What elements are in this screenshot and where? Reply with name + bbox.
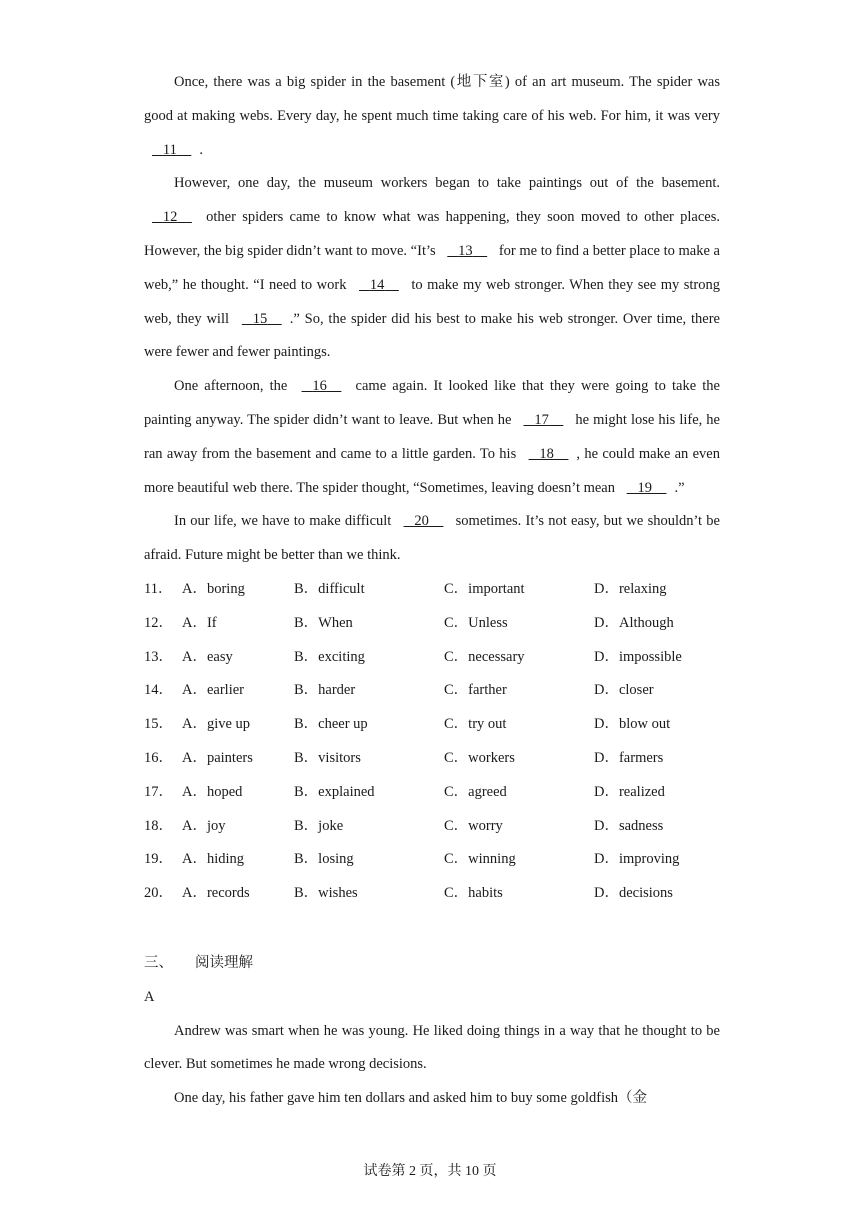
question-number: 14． — [144, 682, 173, 699]
option-b: B．explained — [294, 783, 375, 800]
passage-paragraph — [144, 370, 720, 505]
question-row — [144, 573, 720, 607]
cloze-blank: 18 — [539, 445, 554, 462]
option-c: C．agreed — [444, 783, 507, 800]
option-c: C．try out — [444, 716, 507, 733]
cloze-blank: 14 — [369, 276, 385, 293]
option-c: C．necessary — [444, 648, 525, 665]
reading-paragraph: One day, his father gave him ten dollars and asked him to buy some goldfish（金 — [174, 1090, 648, 1107]
passage-text: One afternoon, the — [174, 378, 294, 395]
option-a: A．records — [182, 885, 250, 902]
question-number: 17． — [144, 783, 173, 800]
passage-text: came again. It looked like that they were going to take the painting anyway. The spider didn’t want to leave. But when he — [144, 378, 720, 428]
cloze-blank: 16 — [312, 378, 327, 395]
passage-text: he might lose his life, he ran away from the basement and came to a little garden. To his — [144, 411, 720, 462]
option-b: B．cheer up — [294, 716, 368, 733]
question-row — [144, 776, 720, 810]
question-number: 19． — [144, 851, 173, 868]
passage-paragraph — [144, 505, 720, 573]
question-number: 18． — [144, 817, 173, 834]
question-number: 13． — [144, 648, 173, 665]
question-row — [144, 708, 720, 742]
cloze-blank: 15 — [252, 310, 268, 327]
cloze-blank: 11 — [162, 141, 177, 158]
option-b: B．joke — [294, 817, 344, 834]
question-row — [144, 843, 720, 877]
question-row — [144, 607, 720, 641]
option-d: D．farmers — [594, 749, 664, 766]
passage-text: In our life, we have to make difficult — [174, 513, 396, 530]
option-a: A．painters — [182, 749, 253, 766]
passage-paragraph — [144, 167, 720, 370]
option-d: D．closer — [594, 682, 654, 699]
option-d: D．realized — [594, 783, 665, 800]
section-heading — [144, 947, 720, 981]
option-a: A．hiding — [182, 851, 245, 868]
question-number: 12． — [144, 614, 173, 631]
cloze-blank: 20 — [414, 513, 429, 530]
option-a: A．easy — [182, 648, 233, 665]
passage-label: A — [144, 988, 155, 1005]
option-b: B．wishes — [294, 885, 358, 902]
option-d: D．relaxing — [594, 580, 667, 597]
section-title: 阅读理解 — [195, 954, 253, 971]
question-number: 15． — [144, 716, 173, 733]
passage-text: to make my web stronger. When they see my strong web, they will — [144, 276, 720, 327]
question-row — [144, 810, 720, 844]
passage-text: other spiders came to know what was happening, they soon moved to other places. However, the big spider didn’t want to move. “It’s — [144, 209, 720, 259]
passage-text: sometimes. It’s not easy, but we shouldn’t be afraid. Future might be better than we think. — [144, 513, 720, 564]
option-b: B．losing — [294, 851, 354, 868]
cloze-blank: 19 — [637, 479, 652, 496]
passage-text: However, one day, the museum workers began to take paintings out of the basement. — [174, 175, 720, 192]
option-a: A．give up — [182, 716, 251, 733]
option-a: A．joy — [182, 817, 226, 834]
option-d: D．Although — [594, 614, 674, 631]
page-footer: 试卷第 2 页，共 10 页 — [363, 1164, 497, 1179]
exam-page — [144, 66, 720, 1116]
option-a: A．hoped — [182, 783, 243, 800]
passage-text: Once, there was a big spider in the basement (地下室) of an art museum. The spider was good at making webs. Every day, he spent much time taking care of his web. For him, it was very — [144, 74, 720, 124]
option-c: C．workers — [444, 749, 515, 766]
question-row — [144, 877, 720, 911]
option-c: C．important — [444, 580, 525, 597]
cloze-passage — [144, 66, 720, 573]
passage-paragraph — [144, 66, 720, 167]
option-d: D．impossible — [594, 648, 682, 665]
cloze-blank: 12 — [162, 209, 178, 226]
option-d: D．sadness — [594, 817, 664, 834]
option-b: B．difficult — [294, 580, 365, 597]
question-number: 20． — [144, 885, 173, 902]
passage-text: .” — [674, 479, 685, 496]
option-b: B．harder — [294, 682, 356, 699]
option-b: B．exciting — [294, 648, 365, 665]
option-a: A．If — [182, 614, 217, 631]
question-row — [144, 742, 720, 776]
option-b: B．When — [294, 614, 353, 631]
option-c: C．winning — [444, 851, 516, 868]
section-number: 三、 — [144, 954, 173, 971]
option-c: C．Unless — [444, 614, 508, 631]
passage-text: , he could make an even more beautiful web there. The spider thought, “Sometimes, leaving doesn’t mean — [144, 445, 720, 496]
option-b: B．visitors — [294, 749, 361, 766]
question-row — [144, 674, 720, 708]
question-number: 11． — [144, 580, 173, 597]
option-c: C．habits — [444, 885, 503, 902]
option-c: C．worry — [444, 817, 503, 834]
reading-paragraph: Andrew was smart when he was young. He liked doing things in a way that he thought to be clever. But sometimes he made wrong decisions. — [144, 1022, 720, 1073]
passage-text: for me to find a better place to make a web,” he thought. “I need to work — [144, 242, 720, 293]
passage-text: .” So, the spider did his best to make his web stronger. Over time, there were fewer and fewer paintings. — [144, 310, 720, 361]
cloze-blank: 17 — [534, 411, 549, 428]
option-a: A．boring — [182, 580, 245, 597]
option-d: D．improving — [594, 851, 680, 868]
option-a: A．earlier — [182, 682, 244, 699]
option-c: C．farther — [444, 682, 507, 699]
option-d: D．decisions — [594, 885, 673, 902]
passage-text: . — [199, 141, 203, 158]
question-row — [144, 641, 720, 675]
cloze-blank: 13 — [458, 242, 473, 259]
question-number: 16． — [144, 749, 173, 766]
option-d: D．blow out — [594, 716, 671, 733]
answer-options — [144, 573, 720, 911]
